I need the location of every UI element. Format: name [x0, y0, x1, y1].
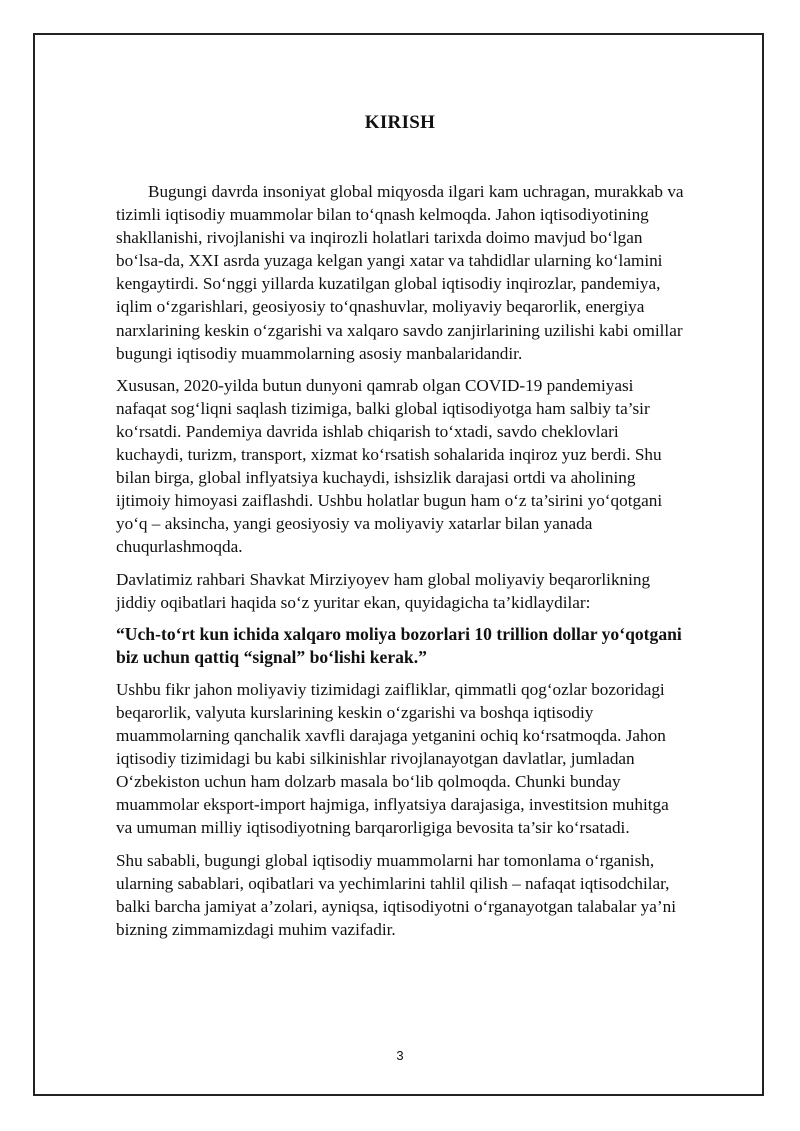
paragraph-intro: Bugungi davrda insoniyat global miqyosda ilgari kam uchragan, murakkab va tizimli iqtisodiy muammolar bilan to‘qnash kelmoqda. Jahon iqtisodiyotining shakllanishi, rivojlanishi va inqirozli holatlari tarixda doimo mavjud bo‘lgan bo‘lsa-da, XXI asrda yuzaga kelgan yangi xatar va tahdidlar ularning ko‘lamini kengaytirdi. So‘nggi yillarda kuzatilgan global iqtisodiy inqirozlar, pandemiya, iqlim o‘zgarishlari, geosiyosiy to‘qnashuvlar, moliyaviy beqarorlik, energiya narxlarining keskin o‘zgarishi va xalqaro savdo zanjirlarining uzilishi kabi omillar bugungi iqtisodiy muammolarning asosiy manbalaridandir. [116, 182, 684, 363]
quote-paragraph: “Uch-to‘rt kun ichida xalqaro moliya bozorlari 10 trillion dollar yo‘qotgani biz uchun qattiq “signal” bo‘lishi kerak.” [116, 623, 682, 667]
document-body [116, 180, 684, 950]
page-number: 3 [396, 1048, 404, 1063]
page-title: KIRISH [364, 112, 436, 133]
paragraph-president: Davlatimiz rahbari Shavkat Mirziyoyev ham global moliyaviy beqarorlikning jiddiy oqibatlari haqida so‘z yuritar ekan, quyidagicha ta’kidlaydilar: [116, 569, 651, 612]
paragraph-covid: Xususan, 2020-yilda butun dunyoni qamrab olgan COVID-19 pandemiyasi nafaqat sog‘liqni saqlash tizimiga, balki global iqtisodiyotga ham salbiy ta’sir ko‘rsatdi. Pandemiya davrida ishlab chiqarish to‘xtadi, savdo cheklovlari kuchaydi, turizm, transport, xizmat ko‘rsatish sohalarida inqiroz yuz berdi. Shu bilan birga, global inflyatsiya kuchaydi, ishsizlik darajasi ortdi va aholining ijtimoiy himoyasi zaiflashdi. Ushbu holatlar bugun ham o‘z ta’sirini yo‘qotgani yo‘q – aksincha, yangi geosiyosiy va moliyaviy xatarlar bilan yanada chuqurlashmoqda. [116, 375, 663, 557]
paragraph-analysis: Ushbu fikr jahon moliyaviy tizimidagi zaifliklar, qimmatli qog‘ozlar bozoridagi beqarorlik, valyuta kurslarining keskin o‘zgarishi va boshqa iqtisodiy muammolarning qanchalik xavfli darajaga yetganini ochiq ko‘rsatmoqda. Jahon iqtisodiy tizimidagi bu kabi silkinishlar rivojlanayotgan davlatlar, jumladan O‘zbekiston uchun ham dolzarb masala bo‘lib qolmoqda. Chunki bunday muammolar eksport-import hajmiga, inflyatsiya darajasiga, investitsion muhitga va umuman milliy iqtisodiyotning barqarorligiga bevosita ta’sir ko‘rsatadi. [116, 679, 669, 838]
paragraph-conclusion: Shu sababli, bugungi global iqtisodiy muammolarni har tomonlama o‘rganish, ularning sabablari, oqibatlari va yechimlarini tahlil qilish – nafaqat iqtisodchilar, balki barcha jamiyat a’zolari, ayniqsa, iqtisodiyotni o‘rganayotgan talabalar ya’ni bizning zimmamizdagi muhim vazifadir. [116, 850, 676, 939]
